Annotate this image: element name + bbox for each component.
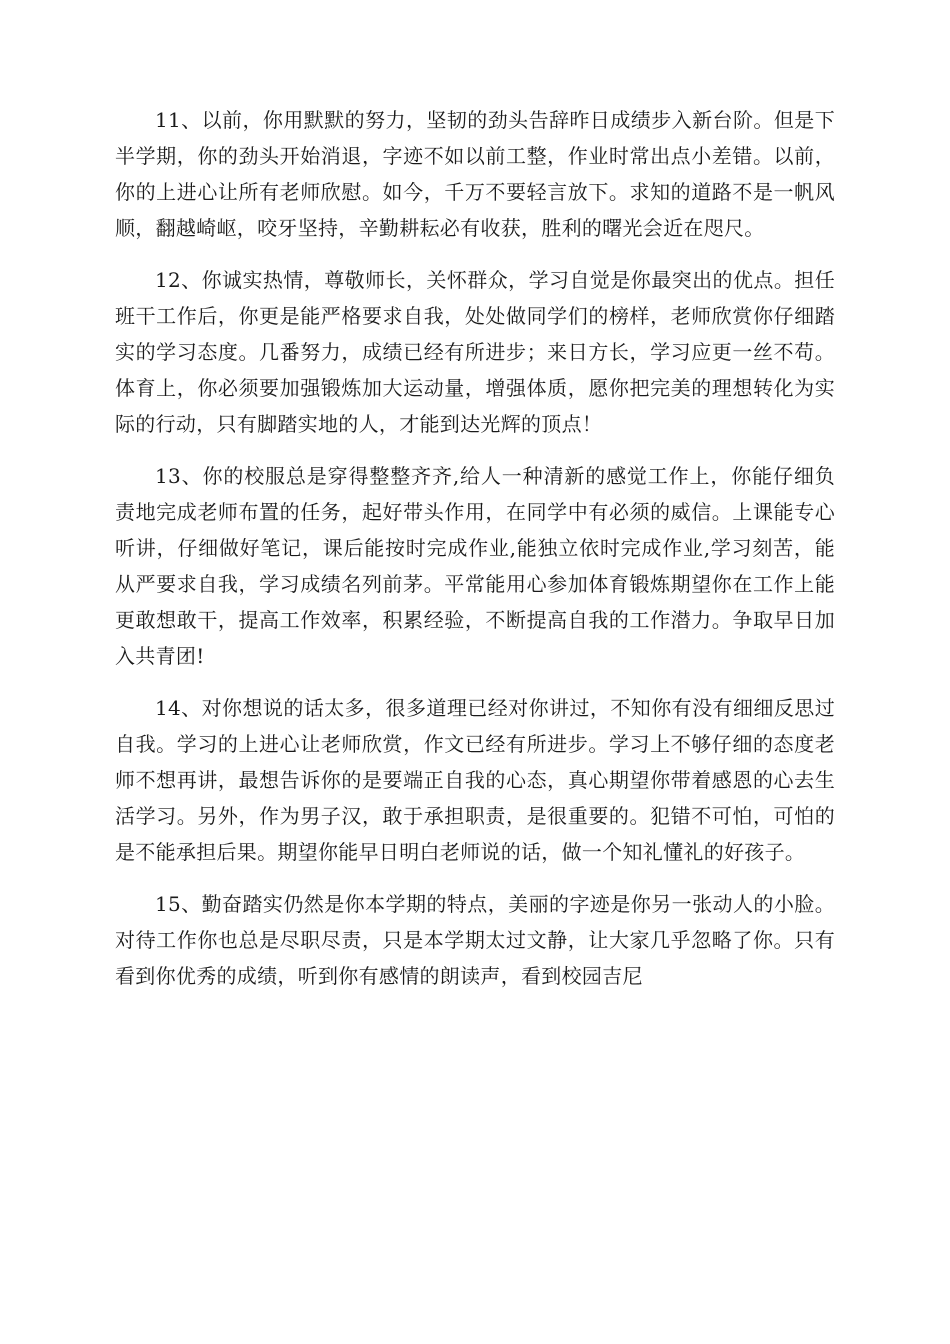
paragraph-15: 15、勤奋踏实仍然是你本学期的特点，美丽的字迹是你另一张动人的小脸。对待工作你也总是尽职尽责，只是本学期太过文静，让大家几乎忽略了你。只有看到你优秀的成绩，听到你有感情的朗读声，看到校园吉尼 bbox=[115, 892, 835, 988]
paragraph-14: 14、对你想说的话太多，很多道理已经对你讲过，不知你有没有细细反思过自我。学习的上进心让老师欣赏，作文已经有所进步。学习上不够仔细的态度老师不想再讲，最想告诉你的是要端正自我的心态，真心期望你带着感恩的心去生活学习。另外，作为男子汉，敢于承担职责，是很重要的。犯错不可怕，可怕的是不能承担后果。期望你能早日明白老师说的话，做一个知礼懂礼的好孩子。 bbox=[115, 696, 835, 864]
paragraph-11: 11、以前，你用默默的努力，坚韧的劲头告辞昨日成绩步入新台阶。但是下半学期，你的劲头开始消退，字迹不如以前工整，作业时常出点小差错。以前，你的上进心让所有老师欣慰。如今，千万不要轻言放下。求知的道路不是一帆风顺，翻越崎岖，咬牙坚持，辛勤耕耘必有收获，胜利的曙光会近在咫尺。 bbox=[115, 108, 835, 240]
document-body bbox=[115, 102, 835, 1010]
paragraph-13: 13、你的校服总是穿得整整齐齐,给人一种清新的感觉工作上，你能仔细负责地完成老师布置的任务，起好带头作用，在同学中有必须的威信。上课能专心听讲，仔细做好笔记，课后能按时完成作业,能独立依时完成作业,学习刻苦，能从严要求自我，学习成绩名列前茅。平常能用心参加体育锻炼期望你在工作上能更敢想敢干，提高工作效率，积累经验，不断提高自我的工作潜力。争取早日加入共青团! bbox=[115, 464, 835, 668]
paragraph-12: 12、你诚实热情，尊敬师长，关怀群众，学习自觉是你最突出的优点。担任班干工作后，你更是能严格要求自我，处处做同学们的榜样，老师欣赏你仔细踏实的学习态度。几番努力，成绩已经有所进步；来日方长，学习应更一丝不苟。体育上，你必须要加强锻炼加大运动量，增强体质，愿你把完美的理想转化为实际的行动，只有脚踏实地的人，才能到达光辉的顶点！ bbox=[115, 268, 835, 436]
